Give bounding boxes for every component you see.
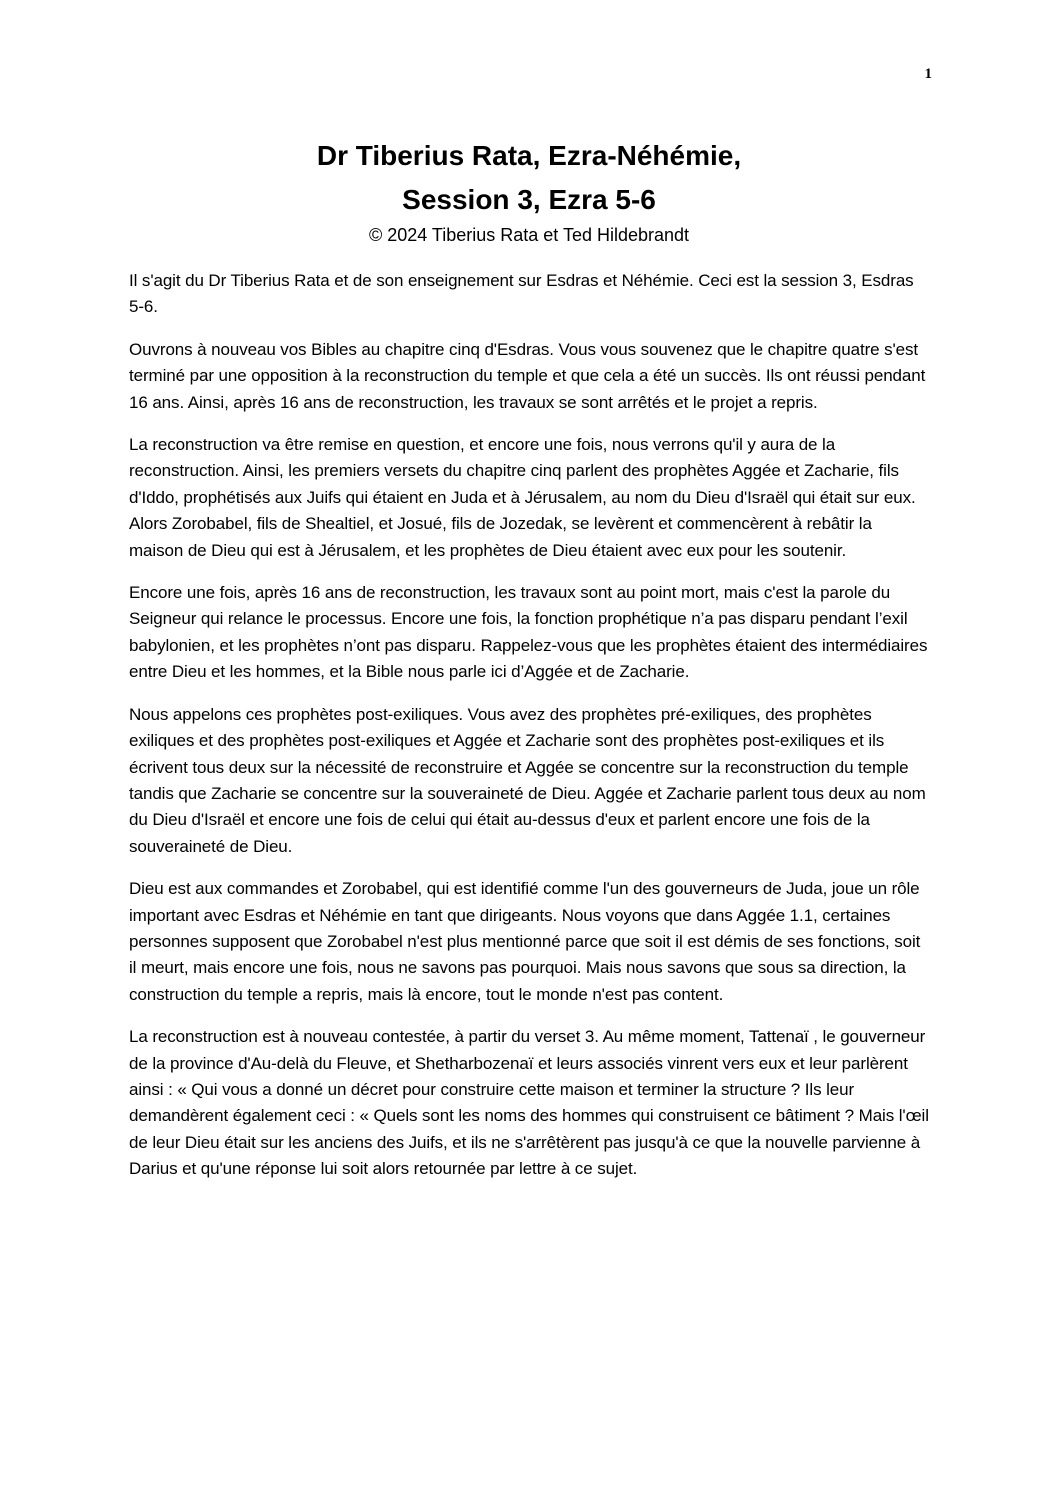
document-title-line-1: Dr Tiberius Rata, Ezra-Néhémie, [316, 140, 742, 171]
paragraph-7: La reconstruction est à nouveau contestée, à partir du verset 3. Au même moment, Tattenaï , le gouverneur de la province d'Au-delà du Fleuve, et Shetharbozenaï et leurs associés vinrent vers eux et leur parlèrent ainsi : « Qui vous a donné un décret pour construire cette maison et terminer la structure ? Ils leur demandèrent également ceci : « Quels sont les noms des hommes qui construisent ce bâtiment ? Mais l'œil de leur Dieu était sur les anciens des Juifs, et ils ne s'arrêtèrent pas jusqu'à ce que la nouvelle parvienne à Darius et qu'une réponse lui soit alors retournée par lettre à ce sujet. [129, 1027, 929, 1179]
document-title-line-2: Session 3, Ezra 5-6 [402, 184, 656, 215]
paragraph-6: Dieu est aux commandes et Zorobabel, qui est identifié comme l'un des gouverneurs de Juda, joue un rôle important avec Esdras et Néhémie en tant que dirigeants. Nous voyons que dans Aggée 1.1, certaines personnes supposent que Zorobabel n'est plus mentionné parce que soit il est démis de ses fonctions, soit il meurt, mais encore une fois, nous ne savons pas pourquoi. Mais nous savons que sous sa direction, la construction du temple a repris, mais là encore, tout le monde n'est pas content. [129, 879, 921, 1004]
paragraph-5: Nous appelons ces prophètes post-exiliques. Vous avez des prophètes pré-exiliques, des prophètes exiliques et des prophètes post-exiliques et Aggée et Zacharie sont des prophètes post-exiliques et ils écrivent tous deux sur la nécessité de reconstruire et Aggée se concentre sur la reconstruction du temple tandis que Zacharie se concentre sur la souveraineté de Dieu. Aggée et Zacharie parlent tous deux au nom du Dieu d'Israël et encore une fois de celui qui était au-dessus d'eux et parlent encore une fois de la souveraineté de Dieu. [129, 704, 926, 856]
paragraph-2: Ouvrons à nouveau vos Bibles au chapitre cinq d'Esdras. Vous vous souvenez que le chapitre quatre s'est terminé par une opposition à la reconstruction du temple et que cela a été un succès. Ils ont réussi pendant 16 ans. Ainsi, après 16 ans de reconstruction, les travaux se sont arrêtés et le projet a repris. [129, 339, 926, 412]
document-body [129, 268, 929, 1199]
page-number: 1 [924, 66, 932, 82]
paragraph-3: La reconstruction va être remise en question, et encore une fois, nous verrons qu'il y aura de la reconstruction. Ainsi, les premiers versets du chapitre cinq parlent des prophètes Aggée et Zacharie, fils d'Iddo, prophétisés aux Juifs qui étaient en Juda et à Jérusalem, au nom du Dieu d'Israël qui était sur eux. Alors Zorobabel, fils de Shealtiel, et Josué, fils de Jozedak, se levèrent et commencèrent à rebâtir la maison de Dieu qui est à Jérusalem, et les prophètes de Dieu étaient avec eux pour les soutenir. [129, 435, 916, 560]
document-header [0, 134, 1058, 248]
paragraph-4: Encore une fois, après 16 ans de reconstruction, les travaux sont au point mort, mais c'est la parole du Seigneur qui relance le processus. Encore une fois, la fonction prophétique n’a pas disparu pendant l’exil babylonien, et les prophètes n’ont pas disparu. Rappelez-vous que les prophètes étaient des intermédiaires entre Dieu et les hommes, et la Bible nous parle ici d’Aggée et de Zacharie. [129, 583, 928, 682]
paragraph-1: Il s'agit du Dr Tiberius Rata et de son enseignement sur Esdras et Néhémie. Ceci est la session 3, Esdras 5-6. [129, 271, 914, 317]
copyright-notice: © 2024 Tiberius Rata et Ted Hildebrandt [368, 225, 690, 245]
